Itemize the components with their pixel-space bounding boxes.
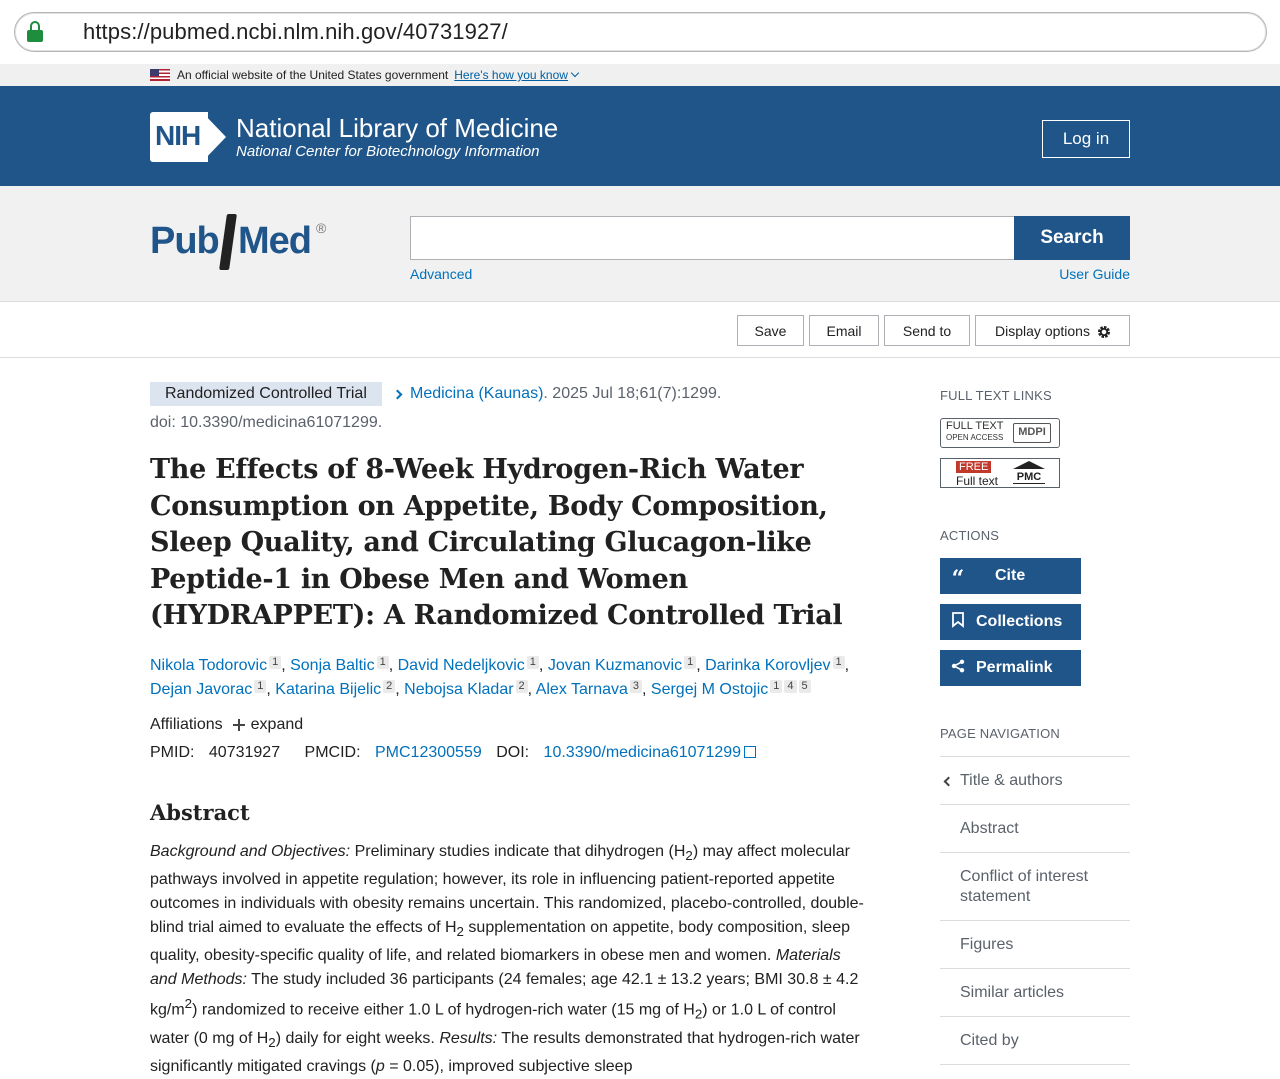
author-item: [651, 681, 811, 698]
permalink-button[interactable]: Permalink: [940, 650, 1081, 686]
author-item: Alex Tarnava 3 ,: [535, 680, 651, 698]
search-input[interactable]: [410, 216, 1015, 260]
author-link[interactable]: Nikola Todorovic: [150, 657, 268, 674]
nlm-title: National Library of Medicine: [236, 113, 559, 143]
author-link[interactable]: Alex Tarnava: [535, 681, 628, 698]
address-bar[interactable]: [14, 12, 1267, 52]
page-navigation: [940, 756, 1130, 1065]
display-options-button[interactable]: Display options: [975, 315, 1130, 346]
pmc-logo: PMC: [1013, 461, 1045, 485]
cite-button[interactable]: “ Cite: [940, 558, 1081, 594]
nav-similar-articles[interactable]: Similar articles: [940, 969, 1130, 1017]
mdpi-full-text-link[interactable]: FULL TEXT OPEN ACCESS MDPI: [940, 418, 1060, 448]
citation-line: [394, 385, 721, 403]
share-icon: [940, 659, 976, 678]
us-flag-icon: [150, 69, 170, 81]
affiliations-toggle[interactable]: Affiliations expand: [150, 716, 304, 733]
url-text: https://pubmed.ncbi.nlm.nih.gov/40731927/: [83, 19, 508, 44]
nih-header: [0, 86, 1280, 186]
nav-figures[interactable]: Figures: [940, 921, 1130, 969]
gear-icon: [1096, 324, 1110, 338]
affiliation-ref[interactable]: 3: [630, 680, 642, 693]
collections-button[interactable]: Collections: [940, 604, 1081, 640]
email-button[interactable]: Email: [809, 315, 879, 346]
affiliation-ref[interactable]: 2: [383, 680, 395, 693]
affiliation-ref[interactable]: 1: [527, 656, 539, 669]
abstract-heading: Abstract: [150, 800, 250, 825]
affiliation-ref[interactable]: 1: [770, 680, 782, 693]
pmid: PMID: 40731927: [150, 744, 281, 761]
nih-logo[interactable]: [150, 112, 558, 162]
actions-heading: ACTIONS: [940, 528, 1000, 543]
gov-banner-text: An official website of the United States government: [177, 68, 449, 82]
quote-icon: “: [951, 566, 965, 592]
browser-toolbar: [0, 0, 1280, 64]
author-list: [150, 654, 870, 702]
author-item: Nebojsa Kladar 2 ,: [404, 680, 536, 698]
pubmed-logo-mark: [219, 214, 237, 270]
page-navigation-heading: PAGE NAVIGATION: [940, 726, 1061, 741]
affiliation-ref[interactable]: 2: [516, 680, 528, 693]
article-toolbar: [0, 302, 1280, 358]
search-button[interactable]: Search: [1014, 216, 1130, 260]
nav-conflict-of-interest[interactable]: Conflict of interest statement: [940, 853, 1130, 921]
author-link[interactable]: Sergej M Ostojic: [650, 681, 769, 698]
citation-details: . 2025 Jul 18;61(7):1299.: [543, 385, 722, 402]
author-item: Sonja Baltic 1 ,: [290, 656, 398, 674]
search-area: [0, 186, 1280, 302]
affiliation-ref[interactable]: 5: [799, 680, 811, 693]
author-item: Jovan Kuzmanovic 1 ,: [547, 656, 706, 674]
nav-abstract[interactable]: Abstract: [940, 805, 1130, 853]
login-button[interactable]: Log in: [1042, 120, 1130, 158]
author-link[interactable]: Dejan Javorac: [150, 681, 253, 698]
external-link-icon: [744, 746, 756, 758]
author-item: Dejan Javorac 1 ,: [150, 680, 276, 698]
doi-link[interactable]: 10.3390/medicina61071299: [543, 744, 742, 761]
nav-title-authors[interactable]: Title & authors: [940, 757, 1130, 805]
doi: DOI: 10.3390/medicina61071299: [496, 744, 766, 761]
chevron-right-icon[interactable]: [393, 389, 403, 399]
user-guide-link[interactable]: User Guide: [1059, 266, 1130, 282]
plus-icon: [233, 719, 245, 731]
article-identifiers: [150, 744, 776, 762]
author-item: Katarina Bijelic 2 ,: [275, 680, 405, 698]
pmcid-link[interactable]: PMC12300559: [375, 744, 482, 761]
heres-how-you-know-link[interactable]: Here's how you know: [454, 68, 578, 82]
author-item: David Nedeljkovic 1 ,: [397, 656, 548, 674]
journal-link[interactable]: Medicina (Kaunas): [410, 385, 544, 402]
advanced-search-link[interactable]: Advanced: [410, 266, 473, 282]
author-link[interactable]: Darinka Korovljev: [705, 657, 831, 674]
affiliation-ref[interactable]: 1: [269, 656, 281, 669]
article-title: The Effects of 8-Week Hydrogen-Rich Water Consumption on Appetite, Body Composition, Sleep Quality, and Circulating Glucagon-like Peptide-1 in Obese Men and Women (HYDRAPPET): A Randomized Controlled Trial: [150, 454, 843, 631]
send-to-button[interactable]: Send to: [884, 315, 970, 346]
doi-line: doi: 10.3390/medicina61071299.: [150, 414, 383, 431]
chevron-left-icon: [944, 777, 954, 787]
author-link[interactable]: David Nedeljkovic: [397, 657, 525, 674]
save-button[interactable]: Save: [737, 315, 804, 346]
article-main: [0, 358, 1280, 1078]
abstract-text: Background and Objectives: Preliminary studies indicate that dihydrogen $(H_2)$ may affect molecular pathways involved in appetite regulation; however, its role in influencing patient-reported appetite outcomes in individuals with obesity remains uncertain. This randomized, placebo-controlled, double-blind trial aimed to evaluate the effects of $H_2$ supplementation on appetite, body composition, sleep quality, obesity-specific quality of life, and related biomarkers in obese men and women. Materials and Methods: The study included 36 participants (24 females; age 42.1 ± 13.2 years; BMI 30.8 ± 4.2 $kg/m^2$) randomized to receive either 1.0 L of hydrogen-rich water (15 mg of $H_2$) or 1.0 L of control water (0 mg of $H_2$) daily for eight weeks. Results: The results demonstrated that hydrogen-rich water significantly mitigated cravings (p = 0.05), improved subjective sleep: [150, 843, 864, 1076]
mdpi-logo: MDPI: [1013, 423, 1051, 443]
nav-cited-by[interactable]: Cited by: [940, 1017, 1130, 1065]
full-text-links-heading: FULL TEXT LINKS: [940, 388, 1052, 403]
affiliation-ref[interactable]: 1: [377, 656, 389, 669]
lock-icon: [27, 21, 43, 43]
author-link[interactable]: Sonja Baltic: [290, 657, 375, 674]
affiliation-ref[interactable]: 1: [684, 656, 696, 669]
author-link[interactable]: Katarina Bijelic: [275, 681, 382, 698]
pubmed-logo[interactable]: Pub Med ®: [150, 214, 335, 274]
bookmark-icon: [940, 612, 976, 632]
pmc-full-text-link[interactable]: FREE Full text PMC: [940, 458, 1060, 488]
chevron-down-icon: [571, 69, 579, 77]
author-item: Nikola Todorovic 1 ,: [150, 656, 291, 674]
affiliation-ref[interactable]: 1: [254, 680, 266, 693]
nih-logo-mark: NIH: [150, 112, 228, 162]
author-link[interactable]: Jovan Kuzmanovic: [547, 657, 683, 674]
author-link[interactable]: Nebojsa Kladar: [404, 681, 514, 698]
gov-banner: [0, 64, 1280, 86]
ncbi-subtitle: National Center for Biotechnology Information: [236, 143, 540, 160]
affiliation-ref[interactable]: 1: [833, 656, 845, 669]
publication-type-badge: Randomized Controlled Trial: [150, 382, 382, 406]
pmcid: PMCID: PMC12300559: [304, 744, 482, 761]
author-item: Darinka Korovljev 1 ,: [705, 656, 850, 674]
affiliation-ref[interactable]: 4: [784, 680, 796, 693]
